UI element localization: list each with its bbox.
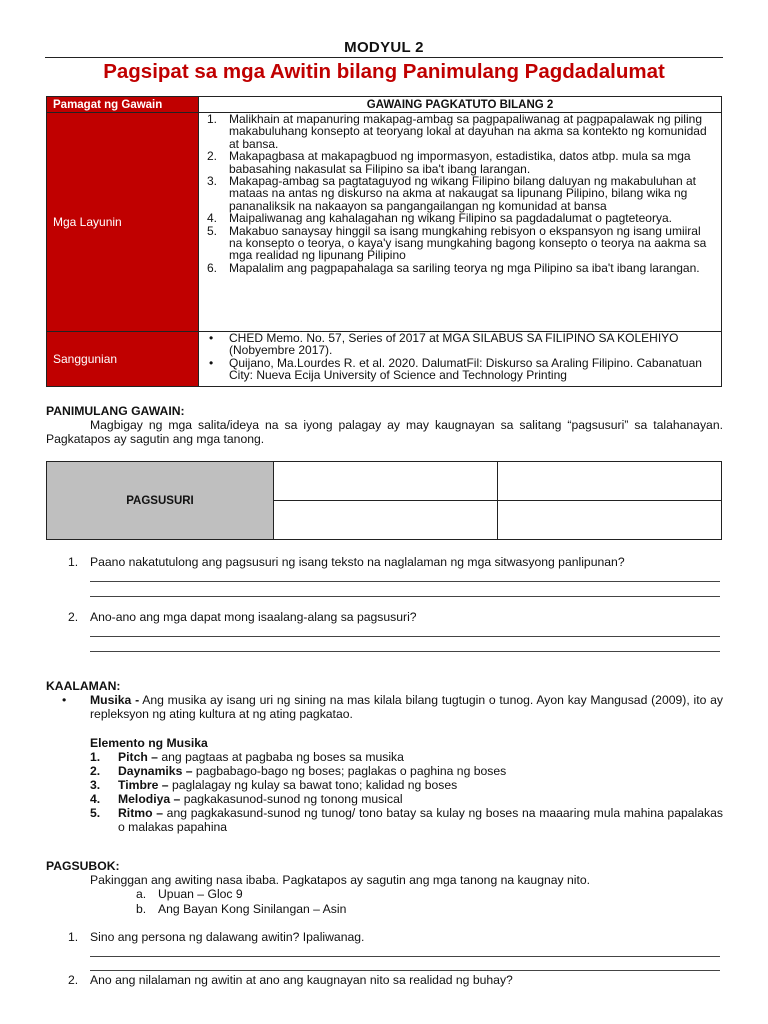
table-header-right: GAWAING PAGKATUTO BILANG 2: [199, 97, 722, 113]
element-description: ang pagkakasund-sunod ng tunog/ tono batay sa kulay ng boses na maaaring mula mahina papalakas o malakas papahina: [118, 806, 723, 834]
objective-item: [203, 113, 715, 150]
song-item-a: [136, 887, 536, 901]
musika-term: Musika -: [90, 693, 140, 707]
elements-heading: Elemento ng Musika: [90, 736, 208, 750]
reference-text: Quijano, Ma.Lourdes R. et al. 2020. DalumatFil: Diskurso sa Araling Filipino. Cabanatuan City: Nueva Ecija University of Science and Technology Printing: [229, 355, 702, 383]
objective-number: 4.: [207, 211, 218, 226]
pagsusuri-label-cell: [47, 462, 274, 540]
pagsusuri-answer-cell-1[interactable]: [274, 462, 498, 501]
ps-question-1: [68, 930, 723, 944]
ps-question-1-text: Sino ang persona ng dalawang awitin? Ipaliwanag.: [90, 930, 365, 944]
objective-number: 3.: [207, 174, 218, 189]
answer-line[interactable]: [90, 596, 720, 597]
element-term: Timbre –: [118, 778, 169, 792]
element-item: [90, 792, 723, 806]
references-label-cell: [47, 332, 199, 387]
module-label: MODYUL 2: [344, 39, 424, 56]
pagsusuri-table: [46, 461, 722, 540]
pg-question-2-text: Ano-ano ang mga dapat mong isaalang-alang sa pagsusuri?: [90, 610, 417, 624]
objective-item: [203, 175, 715, 212]
element-description: ang pagtaas at pagbaba ng boses sa musika: [157, 750, 404, 764]
reference-text: CHED Memo. No. 57, Series of 2017 at MGA SILABUS SA FILIPINO SA KOLEHIYO (Nobyembre 2017).: [229, 331, 679, 358]
bullet-icon: •: [62, 693, 67, 707]
pagsusuri-answer-cell-4[interactable]: [498, 501, 722, 540]
elements-list: [90, 750, 723, 834]
page-title: Pagsipat sa mga Awitin bilang Panimulang Pagdadalumat: [103, 60, 665, 83]
element-description: pagbabago-bago ng boses; paglakas o paghina ng boses: [192, 764, 507, 778]
pg-question-1-text: Paano nakatutulong ang pagsusuri ng isang teksto na naglalaman ng mga sitwasyong panlipunan?: [90, 555, 625, 569]
element-term: Ritmo –: [118, 806, 163, 820]
pagsubok-heading: PAGSUBOK:: [46, 859, 120, 873]
ps-question-2-text: Ano ang nilalaman ng awitin at ano ang kaugnayan nito sa realidad ng buhay?: [90, 973, 513, 987]
objectives-label-cell: [47, 113, 199, 332]
reference-item: [203, 357, 715, 382]
musika-definition: [90, 693, 723, 721]
pagsusuri-answer-cell-3[interactable]: [274, 501, 498, 540]
pg-question-2-number: 2.: [68, 610, 79, 624]
answer-line[interactable]: [90, 636, 720, 637]
element-term: Melodiya –: [118, 792, 181, 806]
musika-definition-item: [62, 693, 723, 721]
pg-question-1-number: 1.: [68, 555, 79, 569]
ps-question-1-number: 1.: [68, 930, 79, 944]
objective-item: [203, 262, 715, 274]
song-b-title: Ang Bayan Kong Sinilangan – Asin: [158, 902, 347, 916]
element-term: Daynamiks –: [118, 764, 193, 778]
references-label: Sanggunian: [53, 352, 118, 366]
panimulang-gawain-heading: PANIMULANG GAWAIN:: [46, 404, 185, 418]
objective-number: 2.: [207, 149, 218, 164]
objective-item: [203, 225, 715, 262]
title-rule: [45, 57, 723, 58]
ps-question-2: [68, 973, 723, 987]
element-item: [90, 806, 723, 834]
song-a-letter: a.: [136, 887, 147, 901]
pagsubok-instructions: Pakinggan ang awiting nasa ibaba. Pagkatapos ay sagutin ang mga tanong na kaugnay nito.: [90, 873, 591, 887]
element-number: 2.: [90, 764, 101, 778]
element-item: [90, 750, 723, 764]
musika-text: Ang musika ay isang uri ng sining na mas kilala bilang tugtugin o tunog. Ayon kay Mangusad (2009), ito ay repleksyon ng ating kultura at ng ating pagkatao.: [90, 693, 723, 721]
kaalaman-heading: KAALAMAN:: [46, 679, 121, 693]
objective-number: 5.: [207, 223, 218, 238]
element-description: pagkakasunod-sunod ng tonong musical: [180, 792, 403, 806]
song-b-letter: b.: [136, 902, 147, 916]
panimulang-gawain-instructions: Magbigay ng mga salita/ideya na sa iyong palagay ay may kaugnayan sa salitang “pagsusuri” sa talahanayan. Pagkatapos ay sagutin ang mga tanong.: [46, 418, 723, 446]
table-header-left: Pamagat ng Gawain: [47, 97, 199, 113]
objective-item: [203, 150, 715, 175]
pg-question-2: [68, 610, 723, 624]
ps-question-2-number: 2.: [68, 973, 79, 987]
element-item: [90, 778, 723, 792]
objective-item: [203, 212, 715, 224]
pg-question-1: [68, 555, 723, 569]
answer-line[interactable]: [90, 956, 720, 957]
objective-text: Maipaliwanag ang kahalagahan ng wikang Filipino sa pagdadalumat o pagteteorya.: [229, 211, 672, 226]
objective-text: Mapalalim ang pagpapahalaga sa sariling teorya ng mga Pilipino sa iba't ibang larangan.: [229, 260, 700, 275]
element-term: Pitch –: [118, 750, 158, 764]
objective-number: 1.: [207, 112, 218, 126]
references-list: [203, 332, 715, 382]
objective-number: 6.: [207, 260, 218, 275]
objective-text: Makapagbasa at makapagbuod ng impormasyon, estadistika, datos atbp. mula sa mga babasahing nakasulat sa Filipino sa iba't ibang larangan.: [229, 149, 691, 176]
element-number: 3.: [90, 778, 101, 792]
answer-line[interactable]: [90, 651, 720, 652]
reference-item: [203, 332, 715, 357]
objective-text: Makabuo sanaysay hinggil sa isang mungkahing rebisyon o ekspansyon ng isang umiiral na konsepto o teorya, o kaya'y isang mungkahing bagong konsepto o teorya na aakma sa mga realidad ng lipunang Pilipino: [229, 223, 707, 263]
objective-text: Malikhain at mapanuring makapag-ambag sa pagpapaliwanag at pagpapalawak ng piling makabuluhang konsepto at teoryang lokal at dayuhan na akma sa kontekto ng komunidad at bansa.: [229, 112, 707, 151]
info-table: [46, 96, 722, 387]
song-a-title: Upuan – Gloc 9: [158, 887, 243, 901]
objective-text: Makapag-ambag sa pagtataguyod ng wikang Filipino bilang daluyan ng makabuluhan at mataas na antas ng diskurso na akma at nakaugat sa lipunang Pilipino, bilang wika ng pananaliksik na nakaayon sa pangangailangan ng komunidad at bansa: [229, 174, 696, 213]
answer-line[interactable]: [90, 581, 720, 582]
objectives-label: Mga Layunin: [53, 215, 122, 229]
element-description: paglalagay ng kulay sa bawat tono; kalidad ng boses: [168, 778, 458, 792]
objectives-cell: [199, 113, 722, 332]
bullet-icon: •: [209, 331, 214, 345]
element-item: [90, 764, 723, 778]
pagsusuri-label: PAGSUSURI: [126, 494, 194, 507]
references-cell: [199, 332, 722, 387]
objectives-list: [203, 113, 715, 274]
bullet-icon: •: [209, 355, 214, 370]
answer-line[interactable]: [90, 970, 720, 971]
element-number: 5.: [90, 806, 101, 820]
song-item-b: [136, 902, 536, 916]
element-number: 4.: [90, 792, 101, 806]
element-number: 1.: [90, 750, 101, 764]
pagsusuri-answer-cell-2[interactable]: [498, 462, 722, 501]
